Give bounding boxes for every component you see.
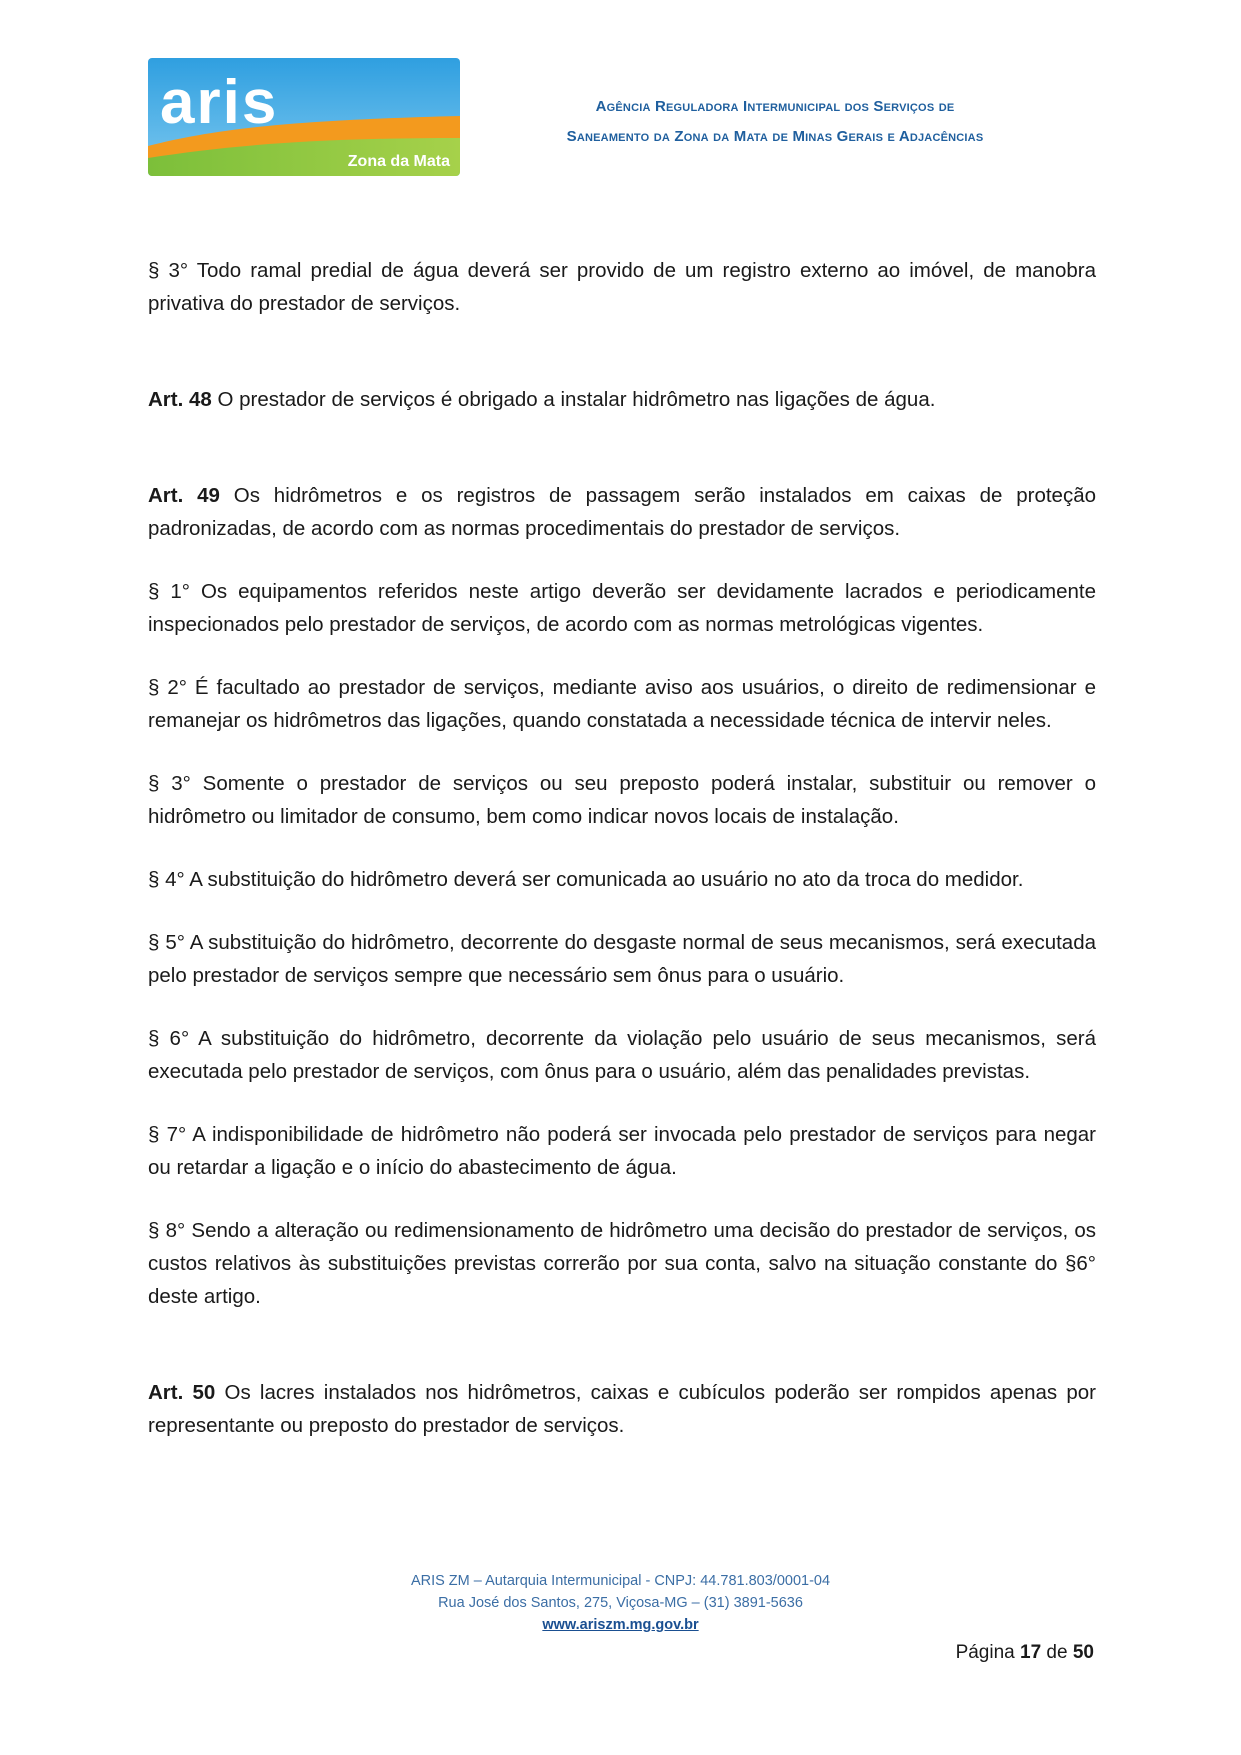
page-label: Página bbox=[955, 1642, 1021, 1663]
article-50-text: Os lacres instalados nos hidrômetros, caixas e cubículos poderão ser rompidos apenas por representante ou preposto do prestador de serviços. bbox=[148, 1381, 1096, 1437]
paragraph-art49-p6: § 6° A substituição do hidrômetro, decorrente da violação pelo usuário de seus mecanismos, será executada pelo prestador de serviços, com ônus para o usuário, além das penalidades previstas. bbox=[148, 1027, 1096, 1083]
logo-subtitle: Zona da Mata bbox=[347, 153, 450, 170]
article-50 bbox=[148, 1376, 1096, 1442]
article-49 bbox=[148, 479, 1096, 545]
aris-logo bbox=[148, 58, 460, 176]
article-49-label: Art. 49 bbox=[148, 484, 220, 507]
paragraph-art47-p3: § 3° Todo ramal predial de água deverá ser provido de um registro externo ao imóvel, de manobra privativa do prestador de serviços. bbox=[148, 259, 1096, 315]
page-footer bbox=[0, 1570, 1241, 1636]
article-48 bbox=[148, 383, 1096, 416]
document-body bbox=[148, 254, 1096, 1442]
article-49-text: Os hidrômetros e os registros de passagem serão instalados em caixas de proteção padronizadas, de acordo com as normas procedimentais do prestador de serviços. bbox=[148, 484, 1096, 540]
agency-line-1: Agência Reguladora Intermunicipal dos Serviços de bbox=[595, 98, 955, 115]
paragraph-art49-p1: § 1° Os equipamentos referidos neste artigo deverão ser devidamente lacrados e periodicamente inspecionados pelo prestador de serviços, de acordo com as normas metrológicas vigentes. bbox=[148, 580, 1096, 636]
logo-wordmark: aris bbox=[160, 68, 279, 137]
website-link[interactable]: www.ariszm.mg.gov.br bbox=[542, 1617, 699, 1633]
paragraph-art49-p8: § 8° Sendo a alteração ou redimensionamento de hidrômetro uma decisão do prestador de serviços, os custos relativos às substituições previstas correrão por sua conta, salvo na situação constante do §6° deste artigo. bbox=[148, 1219, 1096, 1308]
article-48-text: O prestador de serviços é obrigado a instalar hidrômetro nas ligações de água. bbox=[211, 388, 936, 411]
footer-org-line: ARIS ZM – Autarquia Intermunicipal - CNPJ: 44.781.803/0001-04 bbox=[410, 1573, 831, 1589]
paragraph-art49-p4: § 4° A substituição do hidrômetro deverá ser comunicada ao usuário no ato da troca do medidor. bbox=[148, 868, 1024, 891]
page-number bbox=[956, 1642, 1094, 1664]
page-total: 50 bbox=[1072, 1642, 1094, 1663]
article-50-label: Art. 50 bbox=[148, 1381, 216, 1404]
paragraph-art49-p2: § 2° É facultado ao prestador de serviços, mediante aviso aos usuários, o direito de redimensionar e remanejar os hidrômetros das ligações, quando constatada a necessidade técnica de intervir neles. bbox=[148, 676, 1096, 732]
paragraph-art49-p5: § 5° A substituição do hidrômetro, decorrente do desgaste normal de seus mecanismos, será executada pelo prestador de serviços sempre que necessário sem ônus para o usuário. bbox=[148, 931, 1096, 987]
paragraph-art49-p7: § 7° A indisponibilidade de hidrômetro não poderá ser invocada pelo prestador de serviços para negar ou retardar a ligação e o início do abastecimento de água. bbox=[148, 1123, 1096, 1179]
page-current: 17 bbox=[1020, 1642, 1042, 1663]
page-of: de bbox=[1041, 1642, 1073, 1663]
footer-address-line: Rua José dos Santos, 275, Viçosa-MG – (31) 3891-5636 bbox=[438, 1595, 803, 1611]
paragraph-art49-p3: § 3° Somente o prestador de serviços ou seu preposto poderá instalar, substituir ou remover o hidrômetro ou limitador de consumo, bem como indicar novos locais de instalação. bbox=[148, 772, 1096, 828]
agency-line-2: Saneamento da Zona da Mata de Minas Gerais e Adjacências bbox=[566, 128, 984, 145]
article-48-label: Art. 48 bbox=[148, 388, 212, 411]
agency-name bbox=[500, 92, 1050, 152]
